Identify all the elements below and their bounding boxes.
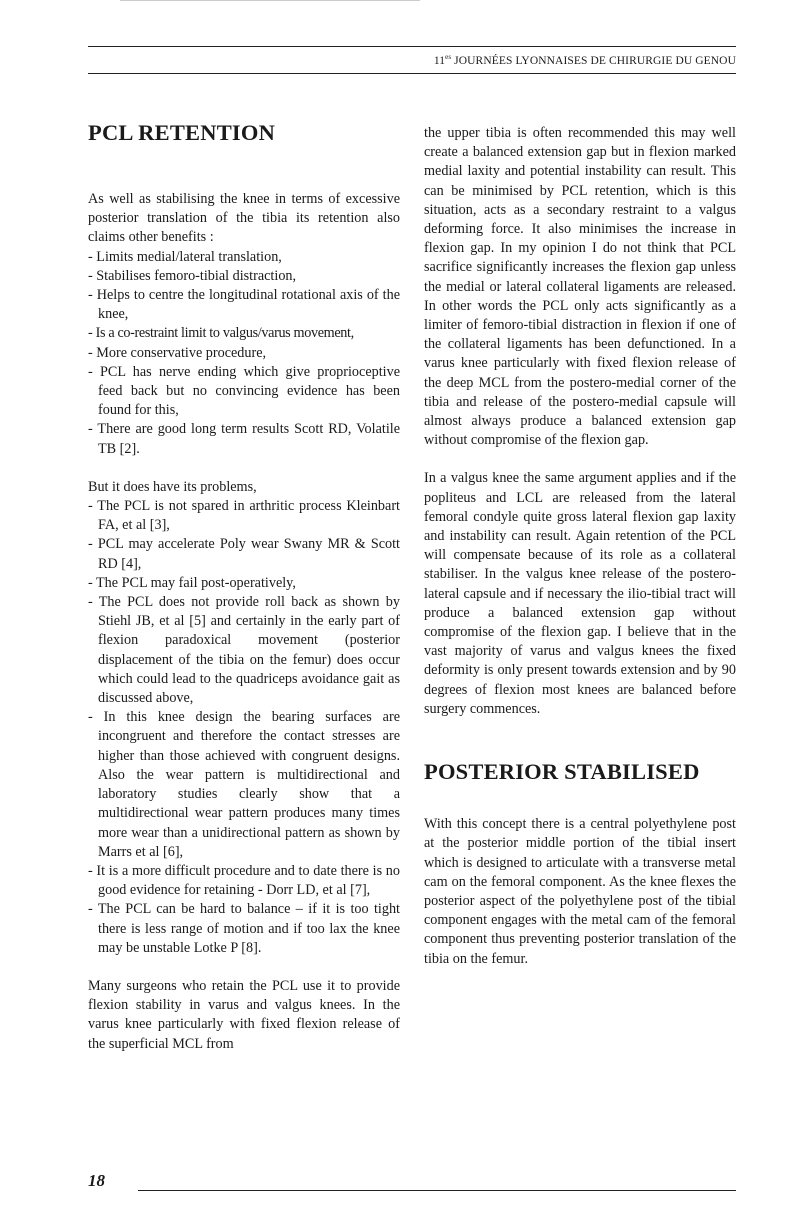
list-item: - The PCL can be hard to balance – if it is too tight there is less range of motion and if too lax the knee may be unstable Lotke P [8]. (88, 900, 400, 958)
list-item: - It is a more difficult procedure and to date there is no good evidence for retaining - Dorr LD, et al [7], (88, 862, 400, 900)
footer-rule (138, 1190, 736, 1191)
list-item: - The PCL is not spared in arthritic process Kleinbart FA, et al [3], (88, 497, 400, 535)
list-item: - The PCL does not provide roll back as shown by Stiehl JB, et al [5] and certainly in the early part of flexion paradoxical movement (posterior displacement of the tibia on the femur) does occur which could lead to the quadriceps avoidance gait as discussed above, (88, 593, 400, 708)
paragraph-varus: the upper tibia is often recommended this may well create a balanced extension gap but in flexion marked medial laxity and potential instability can result. This can be minimised by PCL retention, which is this situation, acts as a secondary restraint to a valgus deforming force. It also minimises the increase in flexion gap. In my opinion I do not think that PCL sacrifice significantly increases the flexion gap unless the medial or lateral collateral ligaments are released. In other words the PCL only acts significantly as a limiter of femoro-tibial distraction in flexion if one of the collateral ligaments has been defunctioned. In a varus knee particularly with fixed flexion release of the deep MCL from the postero-medial corner of the tibia and release of the postero-medial capsule will almost always produce a balanced extension gap without compromise of the flexion gap. (424, 125, 736, 449)
section-heading-pcl-retention: PCL RETENTION (88, 120, 276, 145)
paragraph-posterior-stabilised: With this concept there is a central polyethylene post at the posterior middle portion of the tibial insert which is designed to articulate with a transverse metal cam on the femoral component. As the knee flexes the posterior aspect of the polyethylene post of the tibial component engages with the metal cam of the femoral component thus preventing posterior translation of the tibia on the femur. (424, 816, 736, 967)
closing-paragraph: Many surgeons who retain the PCL use it to provide flexion stability in varus and valgus knees. In the varus knee particularly with fixed flexion release of the superficial MCL from (88, 977, 400, 1052)
header-title: JOURNÉES LYONNAISES DE CHIRURGIE DU GENOU (454, 54, 736, 67)
list-item: - PCL may accelerate Poly wear Swany MR & Scott RD [4], (88, 535, 400, 573)
list-item: - The PCL may fail post-operatively, (88, 574, 400, 593)
list-item: - There are good long term results Scott RD, Volatile TB [2]. (88, 420, 400, 458)
header-ordinal-suffix: es (445, 53, 452, 61)
list-item: - More conservative procedure, (88, 344, 400, 363)
list-item: - Stabilises femoro-tibial distraction, (88, 267, 400, 286)
benefits-list (88, 248, 400, 459)
header-rule-top (88, 46, 736, 47)
intro-paragraph: As well as stabilising the knee in terms of excessive posterior translation of the tibia its retention also claims other benefits : (88, 191, 400, 246)
header-ordinal: 11 (433, 54, 446, 67)
list-item: - Limits medial/lateral translation, (88, 248, 400, 267)
left-column (88, 120, 400, 1054)
problems-intro: But it does have its problems, (88, 478, 257, 495)
scan-artifact-line (120, 0, 420, 1)
list-item: - Is a co-restraint limit to valgus/varus movement, (88, 324, 400, 343)
list-item: - In this knee design the bearing surfaces are incongruent and therefore the contact stresses are higher than those achieved with congruent designs. Also the wear pattern is multidirectional and laboratory studies clearly show that a multidirectional wear pattern produces many times more wear than a unidirectional pattern as shown by Marrs et al [6], (88, 708, 400, 862)
header-rule-bottom (88, 73, 736, 74)
page-number: 18 (88, 1171, 105, 1190)
list-item: - Helps to centre the longitudinal rotational axis of the knee, (88, 286, 400, 324)
list-item: - PCL has nerve ending which give proprioceptive feed back but no convincing evidence has been found for this, (88, 363, 400, 421)
running-header (434, 53, 736, 67)
paragraph-valgus: In a valgus knee the same argument applies and if the popliteus and LCL are released from the lateral femoral condyle quite gross lateral flexion gap laxity and instability can result. Again retention of the PCL will compensate because of its role as a collateral stabiliser. In the valgus knee release of the postero-lateral capsule and if necessary the ilio-tibial tract will produce a balanced extension gap without compromise of the flexion gap. I believe that in the vast majority of varus and valgus knees the fixed deformity is only present towards extension and by 90 degrees of flexion most knees are balanced before surgery commences. (424, 470, 736, 717)
right-column (424, 124, 736, 969)
section-heading-posterior-stabilised: POSTERIOR STABILISED (424, 759, 700, 785)
problems-list (88, 497, 400, 958)
